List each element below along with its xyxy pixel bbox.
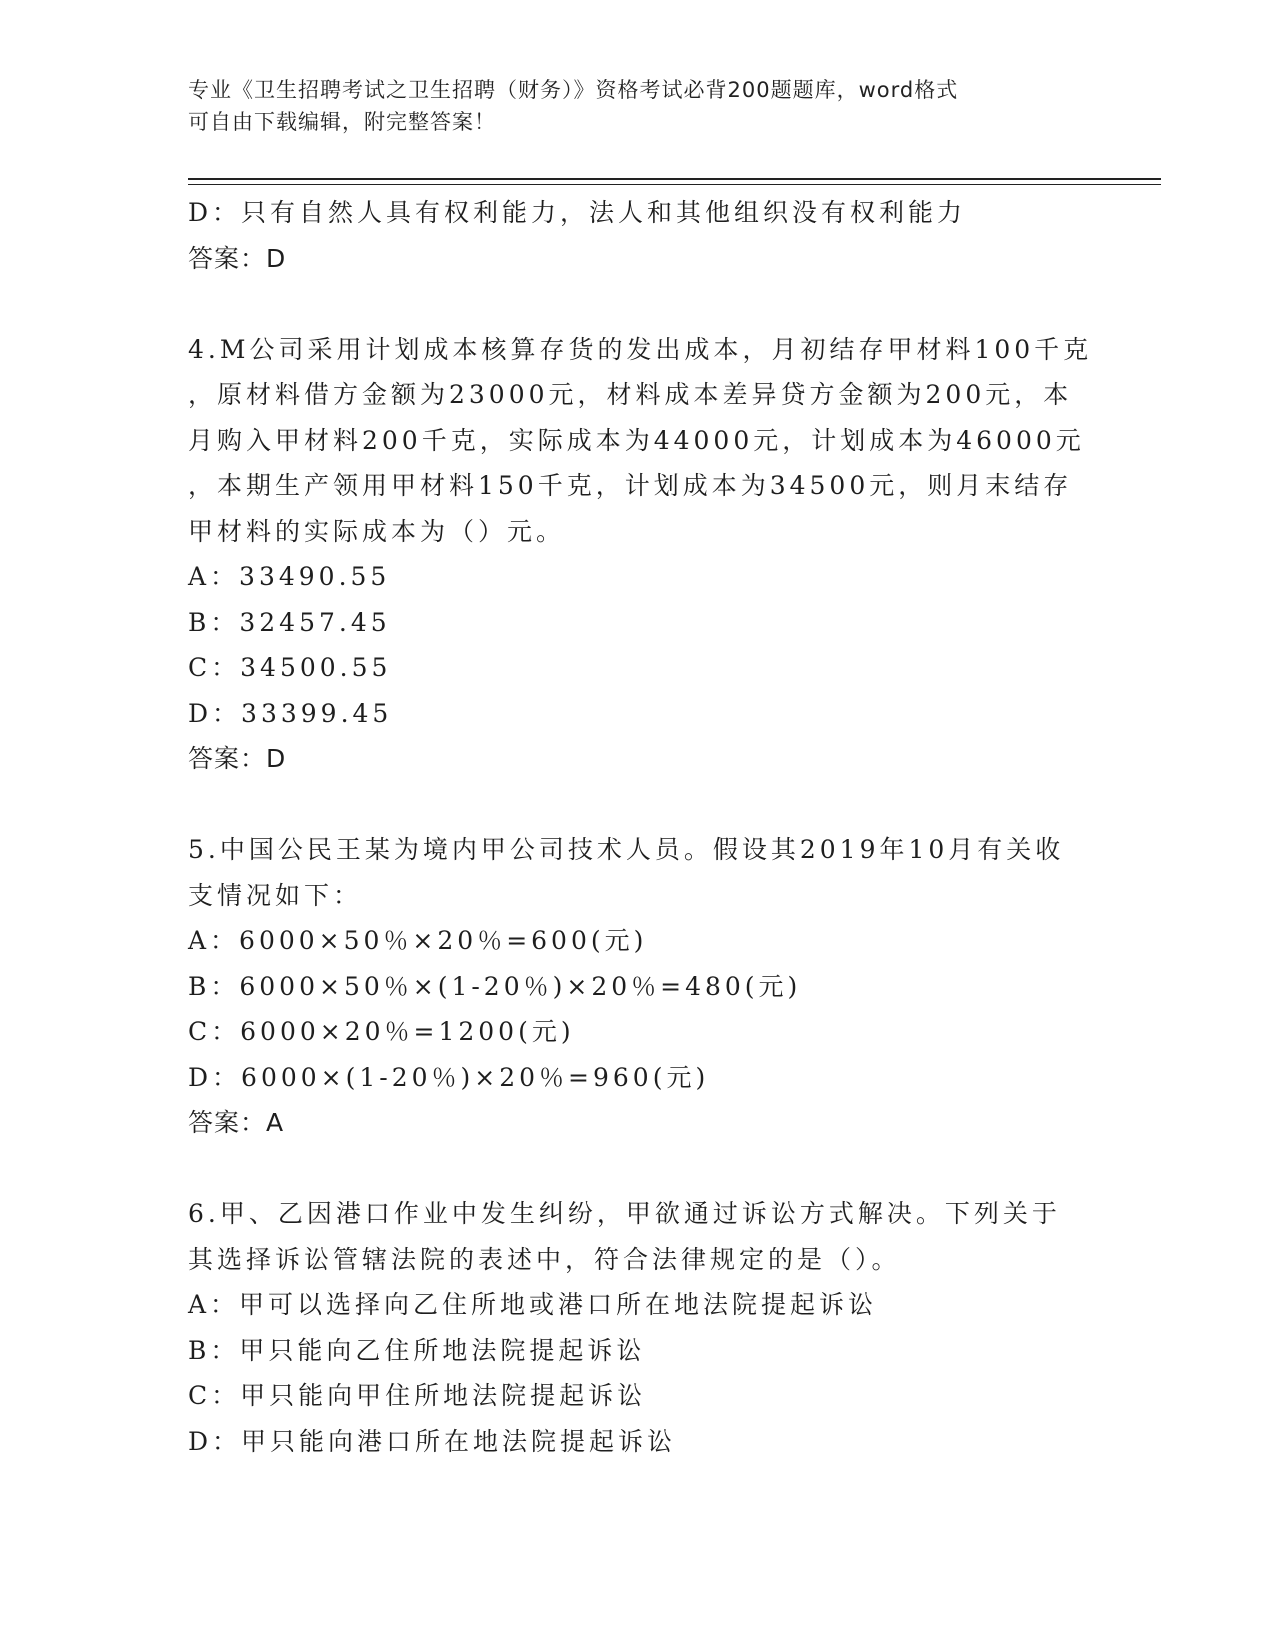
q6-stem-line: 6.甲、乙因港口作业中发生纠纷，甲欲通过诉讼方式解决。下列关于 bbox=[188, 1199, 1061, 1228]
header-line-2: 可自由下载编辑，附完整答案！ bbox=[188, 110, 496, 134]
question-3-tail bbox=[188, 190, 1088, 281]
q4-option-a: A：33490.55 bbox=[188, 562, 391, 591]
spacer bbox=[188, 1146, 1088, 1192]
q6-option-b: B：甲只能向乙住所地法院提起诉讼 bbox=[188, 1335, 646, 1365]
q4-stem-line: 甲材料的实际成本为（）元。 bbox=[188, 516, 566, 546]
q5-option-d: D：6000×(1-20％)×20％=960(元) bbox=[188, 1062, 710, 1092]
spacer bbox=[188, 281, 1088, 327]
q5-stem-line: 支情况如下： bbox=[188, 880, 363, 910]
q6-option-d: D：甲只能向港口所在地法院提起诉讼 bbox=[188, 1426, 677, 1456]
q6-option-a: A：甲可以选择向乙住所地或港口所在地法院提起诉讼 bbox=[188, 1290, 878, 1319]
q3-option-d: D：只有自然人具有权利能力，法人和其他组织没有权利能力 bbox=[188, 198, 967, 227]
q5-option-a: A：6000×50％×20％=600(元) bbox=[188, 926, 648, 955]
q6-option-c: C：甲只能向甲住所地法院提起诉讼 bbox=[188, 1381, 647, 1410]
question-5 bbox=[188, 827, 1088, 1146]
header-divider-thick bbox=[188, 178, 1161, 180]
q5-option-c: C：6000×20％=1200(元) bbox=[188, 1017, 575, 1046]
q5-option-b: B：6000×50％×(1-20％)×20％=480(元) bbox=[188, 971, 802, 1001]
header-divider-thin bbox=[188, 184, 1161, 185]
q4-stem-line: ，本期生产领用甲材料150千克，计划成本为34500元，则月末结存 bbox=[188, 471, 1073, 500]
header-line-1: 专业《卫生招聘考试之卫生招聘（财务）》资格考试必背200题题库，word格式 bbox=[188, 78, 959, 102]
q4-stem-line: ，原材料借方金额为23000元，材料成本差异贷方金额为200元，本 bbox=[188, 380, 1073, 409]
q5-answer: 答案：A bbox=[188, 1108, 285, 1137]
question-content bbox=[188, 190, 1093, 1464]
q3-answer: 答案：D bbox=[188, 243, 287, 273]
q4-stem-line: 月购入甲材料200千克，实际成本为44000元，计划成本为46000元 bbox=[188, 425, 1085, 455]
question-6 bbox=[188, 1191, 1088, 1464]
document-header bbox=[188, 74, 1088, 138]
spacer bbox=[188, 782, 1088, 828]
q5-stem-line: 5.中国公民王某为境内甲公司技术人员。假设其2019年10月有关收 bbox=[188, 835, 1065, 864]
q4-option-c: C：34500.55 bbox=[188, 653, 392, 682]
q4-option-b: B：32457.45 bbox=[188, 607, 391, 637]
q4-stem-line: 4.M公司采用计划成本核算存货的发出成本，月初结存甲材料100千克 bbox=[188, 334, 1093, 364]
q4-answer: 答案：D bbox=[188, 744, 287, 773]
question-4 bbox=[188, 327, 1093, 782]
q4-option-d: D：33399.45 bbox=[188, 698, 393, 728]
q6-stem-line: 其选择诉讼管辖法院的表述中，符合法律规定的是（）。 bbox=[188, 1244, 901, 1274]
